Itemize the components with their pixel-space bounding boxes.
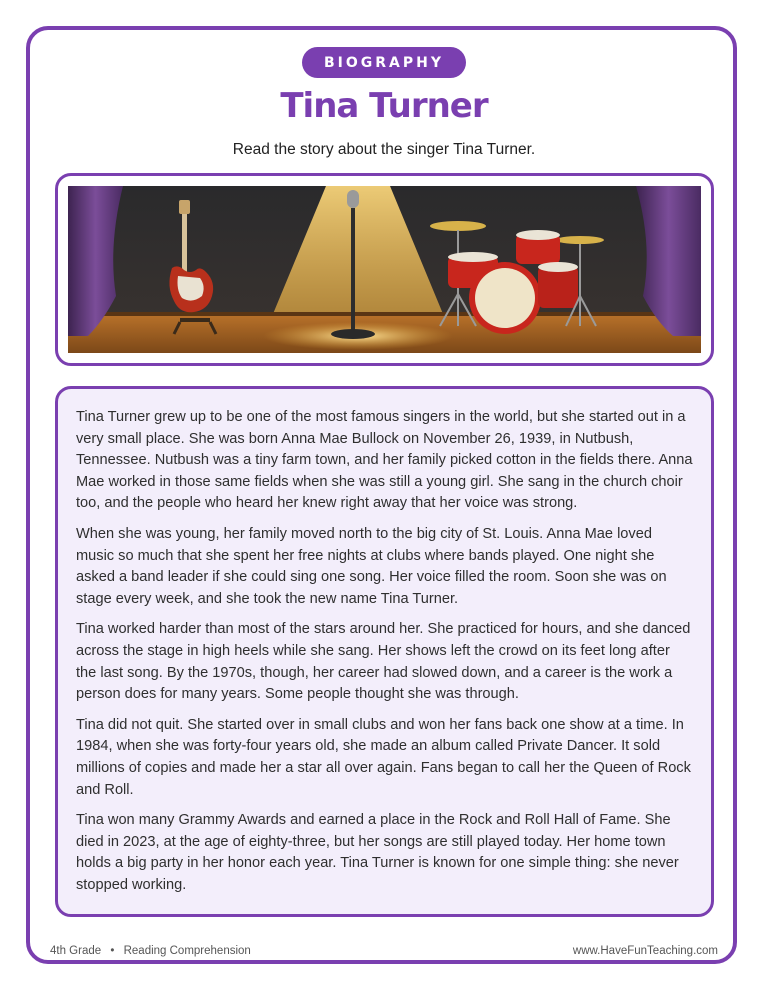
category-badge: BIOGRAPHY [302, 47, 466, 78]
bullet-separator: • [110, 945, 115, 957]
stage-illustration-frame [55, 173, 714, 366]
page-title: Tina Turner [280, 86, 488, 126]
page-subtitle: Read the story about the singer Tina Turner. [232, 141, 536, 158]
story-paragraph: Tina Turner grew up to be one of the most famous singers in the world, but she started out in a very small place. She was born Anna Mae Bullock on November 26, 1939, in Nutbush, Tennessee. Nutbush was a tiny farm town, and her family picked cotton in the fields there. Anna Mae worked in those same fields when she was still a young girl. She sang in the church choir too, and the people who heard her knew right away that her voice was strong. [76, 409, 693, 512]
story-paragraph: When she was young, her family moved north to the big city of St. Louis. Anna Mae loved music so much that she spent her free nights at clubs where bands played. One night she asked a band leader if she could sing one song. Her voice filled the room. Soon she was on stage every week, and she took the new name Tina Turner. [76, 525, 667, 607]
footer-grade-info [50, 945, 251, 957]
story-paragraph: Tina did not quit. She started over in small clubs and won her fans back one show at a time. In 1984, when she was forty-four years old, she made an album called Private Dancer. It sold millions of copies and made her a star all over again. Fans began to call her the Queen of Rock and Roll. [76, 716, 691, 798]
footer-grade: 4th Grade [50, 945, 102, 957]
story-paragraph: Tina won many Grammy Awards and earned a place in the Rock and Roll Hall of Fame. She died in 2023, at the age of eighty-three, but her songs are still played today. Her home town holds a big party in her honor each year. Tina Turner is known for one simple thing: she never stopped working. [76, 812, 679, 893]
footer-subject: Reading Comprehension [123, 945, 251, 957]
story-paragraph: Tina worked harder than most of the stars around her. She practiced for hours, and she danced across the stage in high heels while she sang. Her shows left the crowd on its feet long after the last song. By the 1970s, though, her career had slowed down, and a career is the work a person does for many years. Some people thought she was through. [76, 621, 691, 703]
story-panel [55, 386, 714, 917]
stage-illustration [68, 186, 701, 353]
footer-website: www.HaveFunTeaching.com [572, 945, 718, 957]
